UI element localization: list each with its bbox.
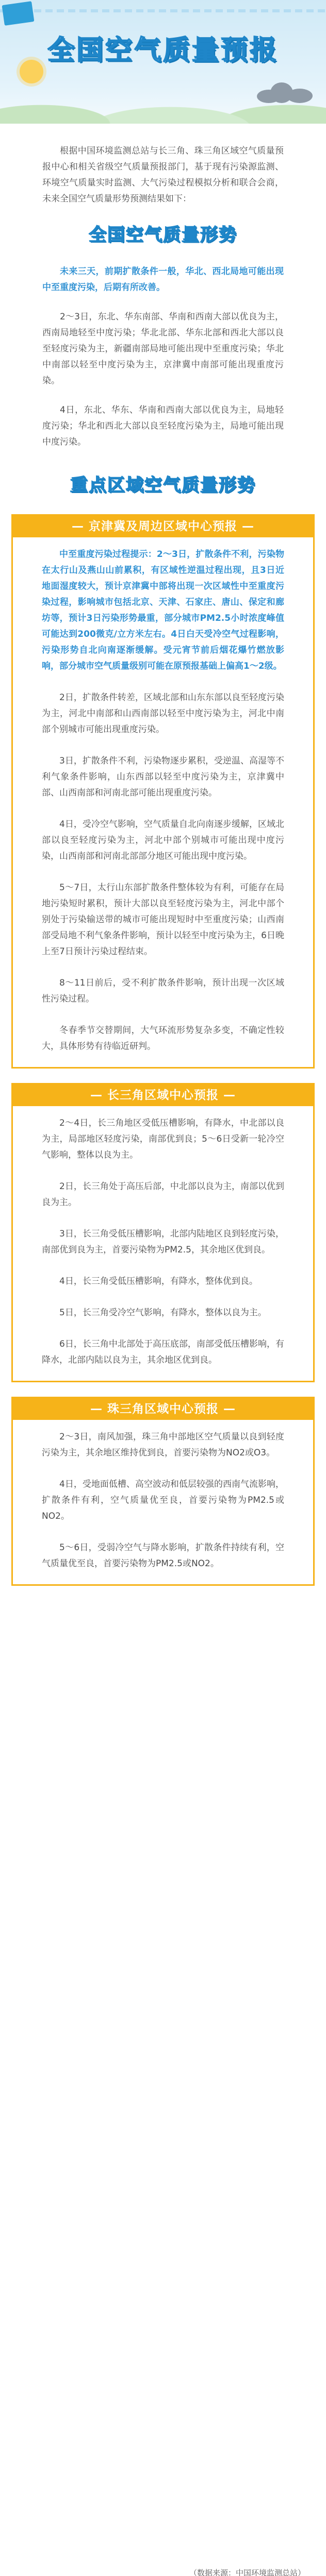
forecast-paragraph: 3日，扩散条件不利，污染物逐步累积，受逆温、高湿等不利气象条件影响，山东西部以轻至中度污染为主，京津冀中部、山西南部和河南北部可能出现重度污染。 bbox=[42, 756, 284, 798]
national-paragraph-1: 2～3日，东北、华东南部、华南和西南大部以优良为主，西南局地轻至中度污染；华北北部、华东北部和西北大部以良至轻度污染为主，新疆南部局地可能出现中至重度污染；华北中南部以轻至中度污染为主，京津冀中南部可能出现重度污染。 bbox=[42, 312, 284, 386]
region-body bbox=[13, 1106, 313, 1381]
header-banner bbox=[0, 0, 326, 124]
forecast-paragraph: 5～7日，太行山东部扩散条件整体较为有利，可能存在局地污染短时累积，预计大部以良至轻度污染为主，河北中部个别处于污染输送带的城市可能出现短时中至重度污染；山西南部受局地不利气象条件影响，预计以轻至中度污染为主，6日晚上至7日预计污染过程结束。 bbox=[42, 883, 284, 957]
decorative-stripe bbox=[0, 9, 326, 12]
region-body bbox=[13, 1420, 313, 1584]
region-header-bar: — 京津冀及周边区域中心预报 — bbox=[13, 516, 313, 537]
region-header-bar: — 长三角区域中心预报 — bbox=[13, 1084, 313, 1106]
region-jingjinji bbox=[11, 514, 315, 1069]
forecast-paragraph: 5～6日，受弱冷空气与降水影响，扩散条件持续有利，空气质量优至良，首要污染物为PM2.5或NO2。 bbox=[42, 1543, 284, 1569]
region-header-bar: — 珠三角区域中心预报 — bbox=[13, 1398, 313, 1420]
pollution-alert: 中至重度污染过程提示：2～3日，扩散条件不利，污染物在太行山及燕山山前累积，有区域性逆温过程出现，且3日近地面湿度较大，预计京津冀中部将出现一次区域性中至重度污染过程，影响城市包括北京、天津、石家庄、唐山、保定和廊坊等，预计3日污染形势最重，部分城市PM2.5小时浓度峰值可能达到200微克/立方米左右。4日白天受冷空气过程影响，污染形势自北向南逐渐缓解。受元宵节前后烟花爆竹燃放影响，部分城市空气质量级别可能在原预报基础上偏高1～2级。 bbox=[42, 549, 284, 671]
corner-tag bbox=[2, 1, 34, 26]
region-yangtze-delta bbox=[11, 1083, 315, 1382]
region-body bbox=[13, 537, 313, 1067]
intro-paragraph: 根据中国环境监测总站与长三角、珠三角区域空气质量预报中心和相关省级空气质量预报部门，基于现有污染源监测、环境空气质量实时监测、大气污染过程模拟分析和联合会商，未来全国空气质量形势预测结果如下： bbox=[42, 146, 284, 204]
key-regions-section-title: 重点区域空气质量形势 bbox=[70, 475, 256, 496]
forecast-paragraph: 4日，长三角受低压槽影响，有降水，整体优到良。 bbox=[59, 1276, 258, 1286]
forecast-paragraph: 4日，受地面低槽、高空波动和低层较强的西南气流影响，扩散条件有利，空气质量优至良，首要污染物为PM2.5或NO2。 bbox=[42, 1479, 284, 1521]
forecast-paragraph: 2日，长三角处于高压后部，中北部以良为主，南部以优到良为主。 bbox=[42, 1181, 284, 1208]
forecast-paragraph: 8～11日前后，受不利扩散条件影响，预计出现一次区域性污染过程。 bbox=[42, 978, 284, 1004]
national-summary: 未来三天，前期扩散条件一般，华北、西北局地可能出现中至重度污染，后期有所改善。 bbox=[42, 266, 284, 293]
forecast-paragraph: 2～4日，长三角地区受低压槽影响，有降水，中北部以良为主，局部地区轻度污染，南部优到良；5～6日受新一轮冷空气影响，整体以良为主。 bbox=[42, 1118, 284, 1160]
forecast-paragraph: 3日，长三角受低压槽影响，北部内陆地区良到轻度污染，南部优到良为主，首要污染物为PM2.5，其余地区优到良。 bbox=[42, 1229, 284, 1255]
title-box bbox=[34, 25, 292, 79]
forecast-paragraph: 2～3日，南风加强，珠三角中部地区空气质量以良到轻度污染为主，其余地区维持优到良，首要污染物为NO2或O3。 bbox=[42, 1432, 284, 1458]
forecast-paragraph: 2日，扩散条件转差，区域北部和山东东部以良至轻度污染为主，河北中南部和山西南部以轻至中度污染为主，河北中南部个别城市可能出现重度污染。 bbox=[42, 692, 284, 735]
national-paragraph-2: 4日，东北、华东、华南和西南大部以优良为主，局地轻度污染；华北和西北大部以良至轻度污染为主，局地可能出现中度污染。 bbox=[42, 405, 284, 447]
forecast-paragraph: 6日，长三角中北部处于高压底部，南部受低压槽影响，有降水，北部内陆以良为主，其余地区优到良。 bbox=[42, 1339, 284, 1365]
hills-decoration bbox=[0, 88, 326, 124]
region-pearl-delta bbox=[11, 1397, 315, 1586]
page-title: 全国空气质量预报 bbox=[47, 35, 279, 66]
national-section-title: 全国空气质量形势 bbox=[89, 225, 237, 245]
data-source-note: （数据来源：中国环境监测总站） bbox=[189, 2568, 305, 2576]
forecast-paragraph: 冬春季节交替期间，大气环流形势复杂多变，不确定性较大，具体形势有待临近研判。 bbox=[42, 1025, 284, 1052]
main-content bbox=[0, 143, 326, 500]
forecast-paragraph: 4日，受冷空气影响，空气质量自北向南逐步缓解，区域北部以良至轻度污染为主，河北中部个别城市可能出现中度污染，山西南部和河南北部部分地区可能出现中度污染。 bbox=[42, 819, 284, 861]
forecast-paragraph: 5日，长三角受冷空气影响，有降水，整体以良为主。 bbox=[59, 1308, 267, 1318]
